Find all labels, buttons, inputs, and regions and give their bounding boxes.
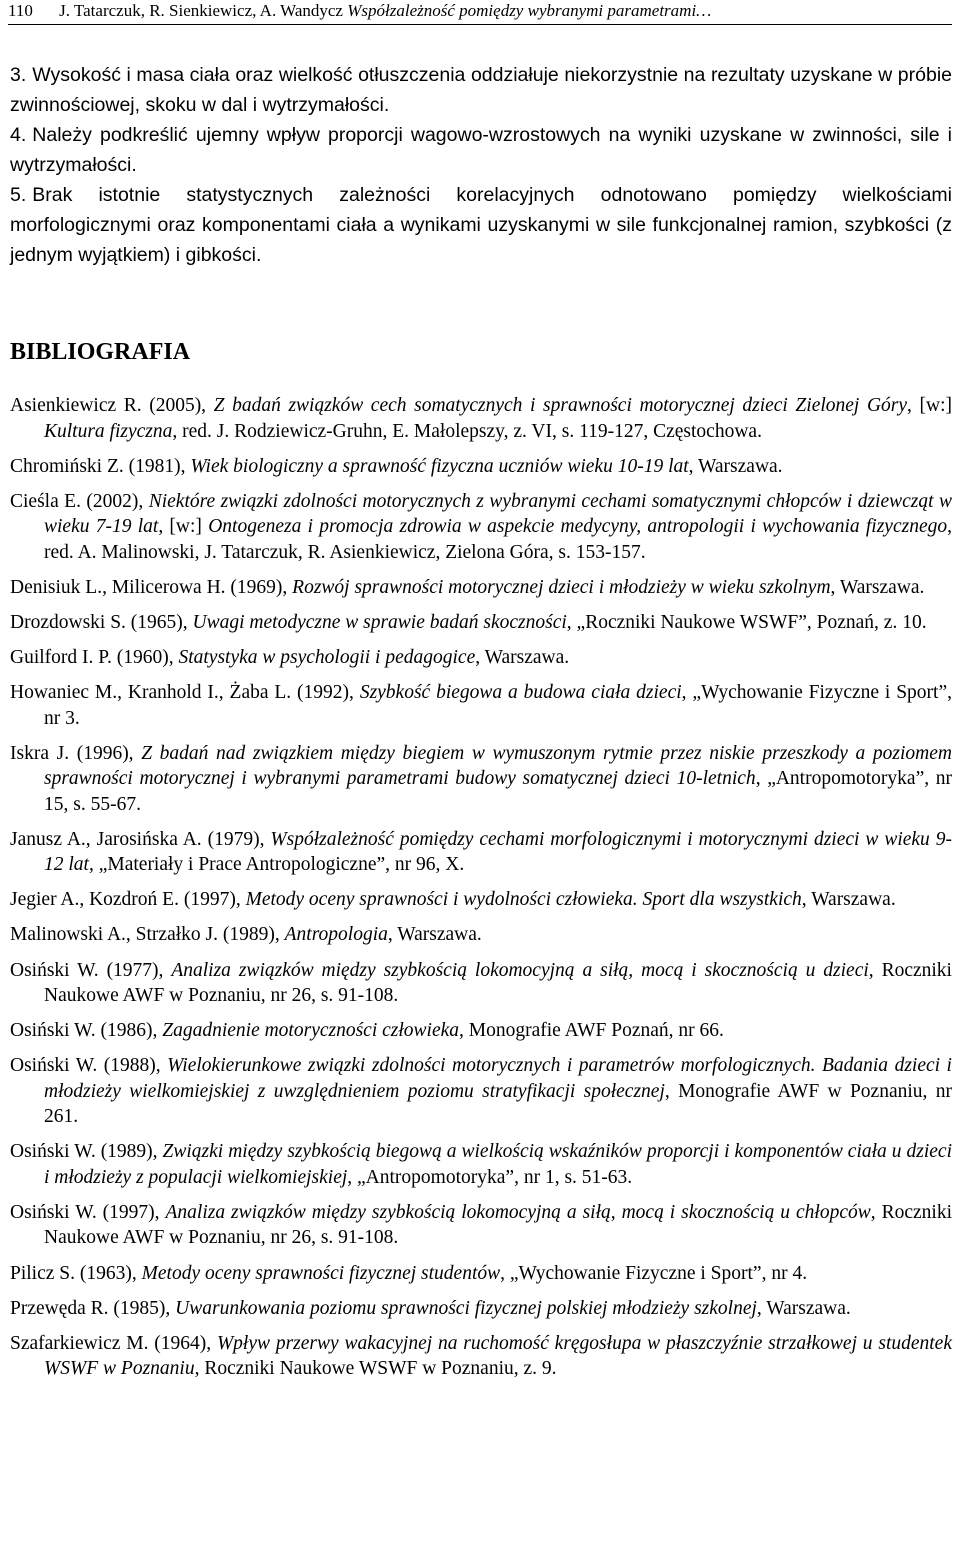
reference-title: Wiek biologiczny a sprawność fizyczna uczniów wieku 10-19 lat: [190, 455, 689, 477]
bibliography-entry: [10, 680, 952, 731]
reference-text: , Warszawa.: [475, 646, 570, 668]
reference-text: , red. J. Rodziewicz-Gruhn, E. Małolepszy, z. VI, s. 119-127, Częstochowa.: [172, 420, 762, 442]
reference-text: , „Antropomotoryka”, nr 15, s. 55-67.: [44, 768, 952, 815]
reference-text: , [w:]: [158, 516, 209, 538]
bibliography-entry: [10, 1053, 952, 1130]
reference-text: Osiński W. (1988),: [10, 1055, 168, 1077]
reference-text: Osiński W. (1977),: [10, 959, 172, 981]
conclusions-list: [10, 60, 952, 270]
reference-title: Zagadnienie motoryczności człowieka: [162, 1020, 460, 1042]
bibliography-entry: [10, 575, 952, 601]
bibliography-list: [10, 393, 952, 1391]
reference-text: , Warszawa.: [830, 576, 925, 598]
conclusion-number: 4.: [10, 124, 27, 146]
reference-text: , Monografie AWF w Poznaniu, nr 261.: [44, 1080, 952, 1128]
reference-title: Uwagi metodyczne w sprawie badań skoczności: [192, 611, 567, 633]
running-head: [8, 0, 952, 25]
conclusion-item: [10, 180, 952, 270]
reference-text: , Roczniki Naukowe WSWF w Poznaniu, z. 9.: [194, 1358, 557, 1380]
bibliography-entry: [10, 1200, 952, 1251]
conclusion-text: Wysokość i masa ciała oraz wielkość otłuszczenia oddziałuje niekorzystnie na rezultaty uzyskane w próbie zwinnościowej, skoku w dal i wytrzymałości.: [10, 64, 952, 116]
reference-text: Chromiński Z. (1981),: [10, 455, 191, 477]
reference-text: Howaniec M., Kranhold I., Żaba L. (1992),: [10, 682, 360, 704]
reference-text: Szafarkiewicz M. (1964),: [10, 1332, 217, 1354]
reference-text: , Roczniki Naukowe AWF w Poznaniu, nr 26, s. 91-108.: [44, 1201, 952, 1249]
reference-text: , red. A. Malinowski, J. Tatarczuk, R. Asienkiewicz, Zielona Góra, s. 153-157.: [44, 516, 952, 563]
reference-text: , Warszawa.: [387, 924, 482, 946]
reference-title: Wielokierunkowe związki zdolności motorycznych i parametrów morfologicznych. Badania dzieci i młodzieży wielkomiejskiej z uwzględnieniem poziomu stratyfikacji społecznej: [44, 1055, 952, 1102]
reference-title: Z badań nad związkiem między biegiem w wymuszonym rytmie przez niskie przeszkody a poziomem sprawności motorycznej i wybranymi parametrami budowy somatycznej dzieci 10-letnich: [44, 742, 952, 790]
bibliography-entry: [10, 1331, 952, 1382]
conclusion-text: Brak istotnie statystycznych zależności korelacyjnych odnotowano pomiędzy wielkościami morfologicznymi oraz komponentami ciała a wynikami uzyskanymi w sile funkcjonalnej ramion, szybkości (z jednym wyjątkiem) i gibkości.: [10, 184, 952, 266]
reference-title: Wpływ przerwy wakacyjnej na ruchomość kręgosłupa w płaszczyźnie strzałkowej u studentek WSWF w Poznaniu: [44, 1332, 952, 1380]
reference-title: Analiza związków między szybkością lokomocyjną a siłą, mocą i skocznością u chłopców: [165, 1201, 871, 1223]
reference-text: Denisiuk L., Milicerowa H. (1969),: [10, 576, 293, 598]
conclusion-text: Należy podkreślić ujemny wpływ proporcji wagowo-wzrostowych na wyniki uzyskane w zwinności, sile i wytrzymałości.: [10, 124, 952, 176]
bibliography-entry: [10, 741, 952, 818]
conclusion-number: 5.: [10, 184, 27, 206]
reference-title: Uwarunkowania poziomu sprawności fizycznej polskiej młodzieży szkolnej: [175, 1297, 757, 1319]
reference-text: Drozdowski S. (1965),: [10, 611, 193, 633]
conclusion-item: [10, 120, 952, 180]
reference-text: , [w:]: [907, 395, 952, 416]
reference-text: , „Materiały i Prace Antropologiczne”, nr 96, X.: [88, 854, 465, 876]
bibliography-heading: BIBLIOGRAFIA: [10, 339, 191, 365]
conclusion-number: 3.: [10, 64, 27, 86]
reference-title: Ontogeneza i promocja zdrowia w aspekcie medycyny, antropologii i wychowania fizycznego: [208, 516, 948, 538]
reference-text: , Warszawa.: [801, 889, 896, 911]
reference-title: Związki między szybkością biegową a wielkością wskaźników proporcji i komponentów ciała u dzieci i młodzieży z populacji wielkomiejskiej: [44, 1141, 952, 1188]
reference-text: Janusz A., Jarosińska A. (1979),: [10, 828, 271, 850]
reference-title: Metody oceny sprawności fizycznej studentów: [141, 1262, 501, 1284]
bibliography-entry: [10, 1261, 952, 1287]
reference-text: Przewęda R. (1985),: [10, 1297, 176, 1319]
reference-text: Guilford I. P. (1960),: [10, 646, 179, 668]
reference-text: Osiński W. (1989),: [10, 1141, 163, 1163]
bibliography-entry: [10, 922, 952, 948]
reference-text: , „Roczniki Naukowe WSWF”, Poznań, z. 10.: [566, 611, 927, 633]
running-head-authors: J. Tatarczuk, R. Sienkiewicz, A. Wandycz: [59, 1, 343, 20]
bibliography-entry: [10, 887, 952, 913]
reference-title: Kultura fizyczna: [44, 420, 173, 442]
bibliography-entry: [10, 958, 952, 1009]
reference-text: Pilicz S. (1963),: [10, 1262, 142, 1284]
reference-title: Analiza związków między szybkością lokomocyjną a siłą, mocą i skocznością u dzieci: [171, 959, 869, 981]
reference-text: Iskra J. (1996),: [10, 742, 142, 764]
reference-title: Współzależność pomiędzy cechami morfologicznymi i motorycznymi dzieci w wieku 9-12 lat: [44, 828, 952, 876]
bibliography-entry: [10, 454, 952, 480]
reference-text: Osiński W. (1997),: [10, 1201, 166, 1223]
bibliography-entry: [10, 1296, 952, 1322]
bibliography-entry: [10, 1139, 952, 1190]
reference-text: , „Wychowanie Fizyczne i Sport”, nr 3.: [44, 682, 953, 729]
reference-text: Asienkiewicz R. (2005),: [10, 395, 214, 416]
reference-text: Cieśla E. (2002),: [10, 490, 149, 512]
reference-text: Osiński W. (1986),: [10, 1020, 163, 1042]
reference-text: , Warszawa.: [756, 1297, 851, 1319]
reference-title: Szybkość biegowa a budowa ciała dzieci: [359, 682, 682, 704]
reference-text: , „Antropomotoryka”, nr 1, s. 51-63.: [347, 1166, 633, 1188]
page-number: 110: [8, 1, 33, 20]
reference-text: Jegier A., Kozdroń E. (1997),: [10, 889, 246, 911]
reference-text: , Warszawa.: [688, 455, 783, 477]
bibliography-entry: [10, 645, 952, 671]
reference-title: Statystyka w psychologii i pedagogice: [178, 646, 476, 668]
reference-text: , Roczniki Naukowe AWF w Poznaniu, nr 26, s. 91-108.: [44, 959, 952, 1007]
reference-title: Metody oceny sprawności i wydolności człowieka. Sport dla wszystkich: [245, 889, 802, 911]
bibliography-entry: [10, 827, 952, 878]
running-head-title: Współzależność pomiędzy wybranymi parametrami…: [347, 1, 712, 20]
reference-title: Niektóre związki zdolności motorycznych z wybranymi cechami somatycznymi chłopców i dziewcząt w wieku 7-19 lat: [44, 490, 952, 538]
reference-title: Rozwój sprawności motorycznej dzieci i młodzieży w wieku szkolnym: [292, 576, 831, 598]
conclusion-item: [10, 60, 952, 120]
reference-title: Z badań związków cech somatycznych i sprawności motorycznej dzieci Zielonej Góry: [213, 395, 908, 416]
reference-text: , „Wychowanie Fizyczne i Sport”, nr 4.: [500, 1262, 808, 1284]
bibliography-entry: [10, 489, 952, 566]
reference-text: Malinowski A., Strzałko J. (1989),: [10, 924, 285, 946]
reference-text: , Monografie AWF Poznań, nr 66.: [459, 1020, 724, 1042]
bibliography-entry: [10, 393, 952, 444]
reference-title: Antropologia: [284, 924, 388, 946]
bibliography-entry: [10, 610, 952, 636]
bibliography-entry: [10, 1018, 952, 1044]
